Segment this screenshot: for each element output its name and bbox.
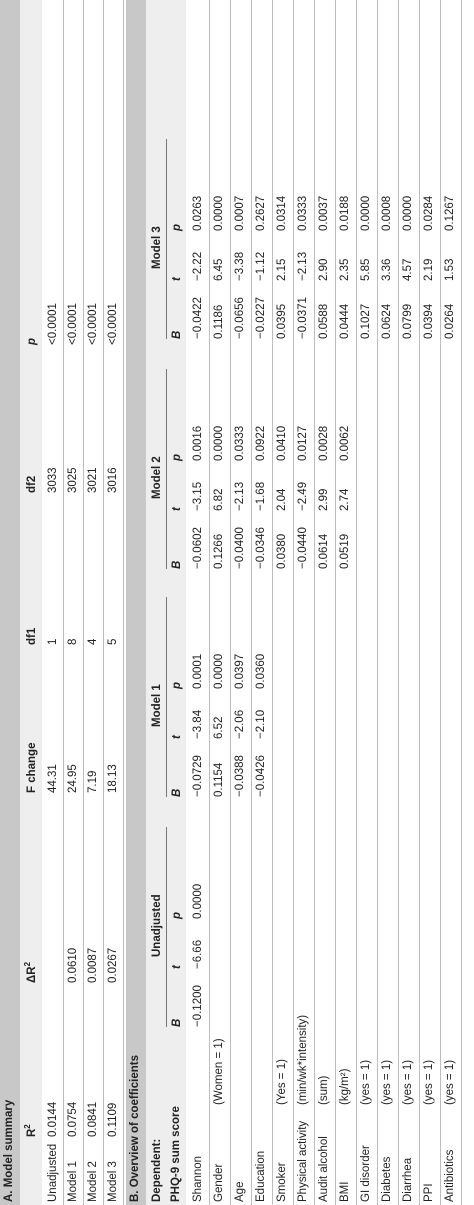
model-summary-row-label: Model 2 (87, 1161, 99, 1202)
coef-subheader: p (171, 453, 183, 461)
coef-cell: 0.0380 (276, 533, 288, 569)
model-summary-cell: 4 (87, 638, 99, 645)
model-group-header: Model 3 (151, 226, 163, 269)
model-summary-cell: 44.31 (47, 764, 59, 793)
model-group-header: Model 2 (151, 456, 163, 499)
coef-cell: 0.2627 (255, 195, 267, 231)
model-summary-cell: <0.0001 (87, 303, 99, 345)
coef-cell: 0.1027 (360, 303, 372, 339)
coef-cell: 0.0000 (213, 653, 225, 689)
row-divider (440, 0, 441, 1205)
coef-subheader: B (171, 330, 183, 339)
coef-cell: 0.0360 (255, 653, 267, 689)
coef-cell: −0.0422 (192, 297, 204, 339)
coef-cell: 0.0588 (318, 303, 330, 339)
model-summary-cell: 0.0841 (87, 1101, 99, 1137)
model-summary-header: F change (26, 742, 38, 793)
row-divider (377, 0, 378, 1205)
coef-subheader: p (171, 223, 183, 231)
coef-cell: 0.0000 (213, 425, 225, 461)
coef-cell: −0.0426 (255, 755, 267, 797)
predictor-label: BMI (339, 1181, 351, 1202)
group-underline (166, 597, 167, 797)
row-divider (272, 0, 273, 1205)
group-underline (166, 369, 167, 569)
coef-cell: −0.0371 (297, 297, 309, 339)
coef-subheader: t (171, 277, 183, 281)
model-summary-cell: <0.0001 (107, 303, 119, 345)
coef-cell: −3.84 (192, 709, 204, 739)
row-divider (103, 0, 104, 1205)
model-summary-cell: 0.0144 (47, 1101, 59, 1137)
predictor-label: Shannon (192, 1155, 204, 1202)
coef-cell: −0.0602 (192, 527, 204, 569)
row-divider (230, 0, 231, 1205)
dependent-label: Dependent: (151, 1138, 163, 1202)
section-b-bar (126, 0, 146, 1205)
coef-cell: 0.0922 (255, 425, 267, 461)
model-group-header: Unadjusted (151, 894, 163, 957)
coef-cell: 0.0284 (423, 195, 435, 231)
group-underline (166, 139, 167, 339)
coef-cell: 2.04 (276, 488, 288, 511)
row-divider (63, 0, 64, 1205)
model-summary-cell: 3025 (67, 467, 79, 493)
model-summary-cell: 24.95 (67, 764, 79, 793)
coef-cell: 1.53 (444, 258, 456, 281)
section-b-title: B. Overview of coefficients (129, 1055, 141, 1202)
coef-cell: −2.49 (297, 481, 309, 511)
model-summary-header: p (26, 337, 38, 345)
coef-cell: −0.0729 (192, 755, 204, 797)
row-divider (356, 0, 357, 1205)
model-summary-header: $\Delta R^2$ (23, 961, 38, 983)
coef-cell: 0.0188 (339, 195, 351, 231)
coef-cell: 0.0444 (339, 303, 351, 339)
coef-subheader: t (171, 735, 183, 739)
coef-cell: 0.1154 (213, 762, 225, 797)
coef-cell: −0.0227 (255, 297, 267, 339)
coef-cell: 0.0333 (234, 425, 246, 461)
coef-cell: 0.0062 (339, 425, 351, 461)
coef-cell: 0.0028 (318, 425, 330, 461)
predictor-unit: (yes = 1) (402, 1059, 414, 1105)
coef-subheader: B (171, 1018, 183, 1027)
coef-cell: 0.0614 (318, 533, 330, 569)
coef-cell: −1.68 (255, 481, 267, 511)
model-summary-cell: 0.0267 (107, 947, 119, 983)
coef-cell: 3.36 (381, 258, 393, 281)
coef-cell: 0.0519 (339, 533, 351, 569)
coef-cell: 2.74 (339, 488, 351, 511)
coef-cell: 0.0333 (297, 195, 309, 231)
coef-cell: 0.0127 (297, 425, 309, 461)
predictor-label: Smoker (276, 1162, 288, 1202)
coef-cell: −6.66 (192, 939, 204, 969)
coef-cell: 0.0394 (423, 303, 435, 339)
row-divider (209, 0, 210, 1205)
coef-cell: 2.99 (318, 488, 330, 511)
coef-cell: 2.35 (339, 258, 351, 281)
coef-cell: 0.1267 (444, 195, 456, 231)
model-summary-header: $R^2$ (23, 1124, 38, 1137)
predictor-label: Education (255, 1150, 267, 1202)
model-group-header: Model 1 (151, 684, 163, 727)
coef-cell: −3.38 (234, 251, 246, 281)
predictor-label: PPI (423, 1183, 435, 1202)
row-divider (461, 0, 462, 1205)
model-summary-cell: 0.1109 (107, 1102, 119, 1137)
model-summary-cell: 3016 (107, 467, 119, 493)
predictor-unit: (Women = 1) (213, 1038, 225, 1105)
coef-cell: 2.15 (276, 258, 288, 281)
coef-cell: 6.52 (213, 716, 225, 739)
coef-subheader: B (171, 788, 183, 797)
model-summary-cell: 1 (47, 638, 59, 645)
model-summary-cell: 8 (67, 638, 79, 645)
coef-cell: 6.45 (213, 258, 225, 281)
coef-cell: −2.13 (234, 481, 246, 511)
predictor-unit: (yes = 1) (423, 1059, 435, 1105)
coef-cell: 0.0397 (234, 653, 246, 689)
coef-cell: 0.0000 (402, 195, 414, 231)
coef-cell: 0.0263 (192, 195, 204, 231)
row-divider (293, 0, 294, 1205)
coef-subheader: t (171, 507, 183, 511)
coef-cell: 0.1186 (213, 304, 225, 339)
coef-cell: −0.1200 (192, 985, 204, 1027)
coef-cell: 0.1266 (213, 533, 225, 569)
model-summary-cell: 3033 (47, 467, 59, 493)
section-a-header-row (20, 0, 42, 1205)
predictor-label: Age (234, 1181, 246, 1202)
coef-cell: −1.12 (255, 251, 267, 281)
predictor-unit: (yes = 1) (360, 1059, 372, 1105)
predictor-unit: (Yes = 1) (276, 1059, 288, 1105)
coef-cell: 0.0037 (318, 195, 330, 231)
predictor-label: Diabetes (381, 1156, 393, 1202)
coef-subheader: p (171, 681, 183, 689)
model-summary-cell: 18.13 (107, 764, 119, 793)
coef-cell: 0.0264 (444, 303, 456, 339)
model-summary-header: df2 (26, 475, 38, 493)
coef-cell: 5.85 (360, 258, 372, 281)
model-summary-row-label: Model 1 (67, 1161, 79, 1202)
coef-cell: −3.15 (192, 481, 204, 511)
coef-cell: 2.19 (423, 258, 435, 281)
coef-cell: −0.0388 (234, 755, 246, 797)
coef-cell: 0.0007 (234, 195, 246, 231)
coef-cell: 0.0410 (276, 425, 288, 461)
coef-cell: 0.0395 (276, 303, 288, 339)
predictor-label: Diarrhea (402, 1157, 414, 1202)
section-a-bar (0, 0, 20, 1205)
coef-cell: −0.0440 (297, 527, 309, 569)
coef-cell: −2.10 (255, 709, 267, 739)
predictor-label: GI disorder (360, 1145, 372, 1202)
model-summary-cell: 3021 (87, 467, 99, 493)
coef-subheader: t (171, 965, 183, 969)
predictor-unit: (min/wk*intensity) (297, 1014, 309, 1105)
coef-cell: 0.0000 (360, 195, 372, 231)
predictor-unit: (kg/m²) (339, 1068, 351, 1105)
model-summary-row-label: Unadjusted (47, 1143, 59, 1202)
coef-cell: 0.0000 (192, 883, 204, 919)
coef-cell: 0.0624 (381, 303, 393, 339)
model-summary-cell: 0.0087 (87, 947, 99, 983)
coef-cell: 0.0314 (276, 195, 288, 231)
coef-cell: −0.0346 (255, 527, 267, 569)
predictor-label: Physical activity (297, 1120, 309, 1202)
model-summary-header: df1 (26, 627, 38, 645)
row-divider (83, 0, 84, 1205)
row-divider (251, 0, 252, 1205)
model-summary-cell: 0.0754 (67, 1101, 79, 1137)
dependent-value: PHQ-9 sum score (170, 1106, 182, 1202)
coef-cell: 0.0008 (381, 195, 393, 231)
predictor-unit: (yes = 1) (381, 1059, 393, 1105)
coef-subheader: B (171, 560, 183, 569)
coef-cell: 4.57 (402, 258, 414, 281)
section-a-title: A. Model summary (3, 1099, 15, 1202)
predictor-label: Gender (213, 1163, 225, 1202)
row-divider (314, 0, 315, 1205)
model-summary-row-label: Model 3 (107, 1161, 119, 1202)
predictor-unit: (sum) (318, 1075, 330, 1105)
coef-cell: −2.13 (297, 251, 309, 281)
model-summary-cell: <0.0001 (67, 303, 79, 345)
model-summary-cell: 0.0610 (67, 947, 79, 983)
model-summary-cell: <0.0001 (47, 303, 59, 345)
row-divider (335, 0, 336, 1205)
coef-cell: −0.0400 (234, 527, 246, 569)
predictor-label: Audit alcohol (318, 1136, 330, 1202)
coef-cell: 2.90 (318, 258, 330, 281)
coef-cell: 6.82 (213, 488, 225, 511)
model-summary-cell: 5 (107, 638, 119, 645)
predictor-unit: (yes = 1) (444, 1059, 456, 1105)
row-divider (398, 0, 399, 1205)
coef-cell: −2.06 (234, 709, 246, 739)
row-divider (123, 0, 124, 1205)
coef-cell: −0.0656 (234, 297, 246, 339)
coef-cell: 0.0000 (213, 195, 225, 231)
group-underline (166, 827, 167, 1027)
coef-cell: −2.22 (192, 251, 204, 281)
coef-cell: 0.0001 (192, 653, 204, 689)
row-divider (419, 0, 420, 1205)
coef-subheader: p (171, 911, 183, 919)
model-summary-cell: 7.19 (87, 770, 99, 793)
predictor-label: Antibiotics (444, 1149, 456, 1202)
coef-cell: 0.0799 (402, 303, 414, 339)
coef-cell: 0.0016 (192, 425, 204, 461)
